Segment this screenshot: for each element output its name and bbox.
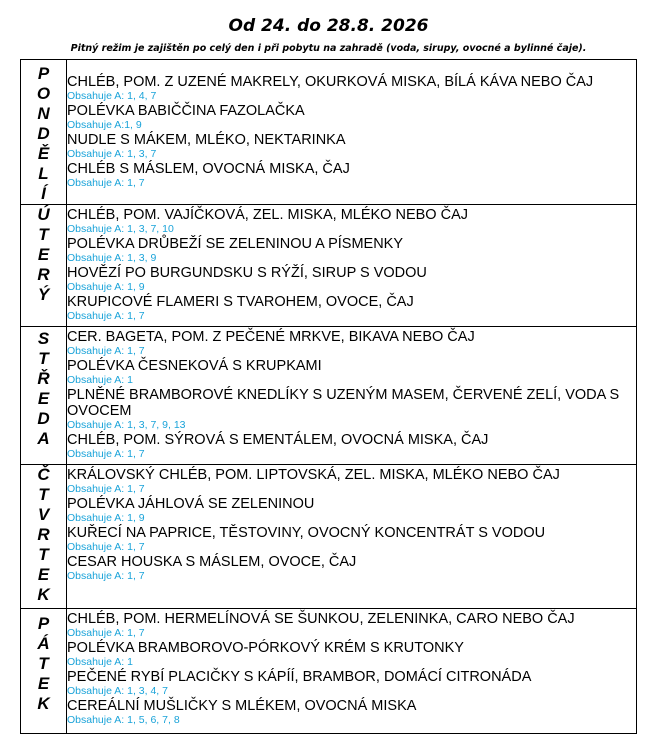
allergen-info: Obsahuje A: 1, 7 <box>67 177 145 189</box>
day-label-friday <box>21 609 67 734</box>
allergen-info: Obsahuje A: 1, 7 <box>67 541 145 553</box>
meal-item <box>67 640 636 669</box>
meal-name: HOVĚZÍ PO BURGUNDSKU S RÝŽÍ, SIRUP S VODOU <box>67 265 427 281</box>
meal-item <box>67 496 636 525</box>
allergen-info: Obsahuje A: 1, 7 <box>67 627 145 639</box>
allergen-info: Obsahuje A: 1, 7 <box>67 570 145 582</box>
day-letter: E <box>37 565 50 584</box>
meals-cell-monday <box>67 60 637 205</box>
allergen-info: Obsahuje A: 1, 7 <box>67 345 145 357</box>
meal-name: POLÉVKA ČESNEKOVÁ S KRUPKAMI <box>67 358 322 374</box>
day-row-friday <box>21 609 637 734</box>
day-letter: Ě <box>37 144 50 163</box>
meal-item <box>67 236 636 265</box>
meal-name: POLÉVKA DRŮBEŽÍ SE ZELENINOU A PÍSMENKY <box>67 236 404 252</box>
day-letter: L <box>38 164 49 183</box>
day-letter: D <box>37 124 50 143</box>
day-letter: T <box>38 349 49 368</box>
day-letter: P <box>37 64 50 83</box>
weekly-menu-table <box>20 59 637 734</box>
day-letter: E <box>37 245 50 264</box>
meal-item <box>67 74 636 103</box>
allergen-info: Obsahuje A: 1, 5, 6, 7, 8 <box>67 714 180 726</box>
allergen-info: Obsahuje A: 1, 7 <box>67 310 145 322</box>
allergen-info: Obsahuje A: 1, 9 <box>67 281 145 293</box>
meal-name: CHLÉB, POM. VAJÍČKOVÁ, ZEL. MISKA, MLÉKO NEBO ČAJ <box>67 207 468 223</box>
day-letter: S <box>37 329 50 348</box>
day-label-monday <box>21 60 67 205</box>
allergen-info: Obsahuje A: 1, 9 <box>67 512 145 524</box>
allergen-info: Obsahuje A: 1, 7 <box>67 448 145 460</box>
meal-name: POLÉVKA JÁHLOVÁ SE ZELENINOU <box>67 496 315 512</box>
allergen-info: Obsahuje A: 1, 3, 7 <box>67 148 157 160</box>
day-letter: P <box>37 614 50 633</box>
meals-cell-wednesday <box>67 327 637 465</box>
meal-item <box>67 265 636 294</box>
day-letter: R <box>37 525 50 544</box>
meal-name: CESAR HOUSKA S MÁSLEM, OVOCE, ČAJ <box>67 554 357 570</box>
meal-name: KUŘECÍ NA PAPRICE, TĚSTOVINY, OVOCNÝ KONCENTRÁT S VODOU <box>67 525 546 541</box>
meal-item <box>67 103 636 132</box>
day-letter: Č <box>37 465 50 484</box>
meals-cell-tuesday <box>67 205 637 327</box>
allergen-info: Obsahuje A: 1, 3, 9 <box>67 252 157 264</box>
meal-name: POLÉVKA BABIČČINA FAZOLAČKA <box>67 103 305 119</box>
allergen-info: Obsahuje A: 1 <box>67 374 133 386</box>
day-letter: Ý <box>37 285 50 304</box>
meal-name: CHLÉB S MÁSLEM, OVOCNÁ MISKA, ČAJ <box>67 161 350 177</box>
day-letter: Á <box>37 634 50 653</box>
meal-item <box>67 329 636 358</box>
meal-name: CER. BAGETA, POM. Z PEČENÉ MRKVE, BIKAVA NEBO ČAJ <box>67 329 475 345</box>
day-letter: T <box>38 485 49 504</box>
day-row-thursday <box>21 465 637 609</box>
meal-name: PEČENÉ RYBÍ PLACIČKY S KÁPÍÍ, BRAMBOR, DOMÁCÍ CITRONÁDA <box>67 669 532 685</box>
meal-item <box>67 611 636 640</box>
day-letter: E <box>37 389 50 408</box>
day-letter: T <box>38 654 49 673</box>
page-title: Od 24. do 28.8. 2026 <box>228 16 429 36</box>
allergen-info: Obsahuje A: 1, 3, 4, 7 <box>67 685 168 697</box>
day-label-wednesday <box>21 327 67 465</box>
day-letter: N <box>37 104 50 123</box>
meals-cell-thursday <box>67 465 637 609</box>
day-letter: T <box>38 225 49 244</box>
meal-item <box>67 525 636 554</box>
meal-item <box>67 207 636 236</box>
day-label-tuesday <box>21 205 67 327</box>
meal-name: PLNĚNÉ BRAMBOROVÉ KNEDLÍKY S UZENÝM MASEM, ČERVENÉ ZELÍ, VODA S OVOCEM <box>67 387 620 419</box>
meal-item <box>67 698 636 727</box>
meal-item <box>67 387 636 432</box>
meal-item <box>67 467 636 496</box>
day-letter: V <box>37 505 50 524</box>
day-letter: D <box>37 409 50 428</box>
drinking-regime-note: Pitný režim je zajištěn po celý den i při pobytu na zahradě (voda, sirupy, ovocné a bylinné čaje). <box>70 43 587 54</box>
day-letter: O <box>36 84 51 103</box>
allergen-info: Obsahuje A: 1 <box>67 656 133 668</box>
day-letter: A <box>37 429 50 448</box>
day-row-monday <box>21 60 637 205</box>
day-letter: Ú <box>37 205 50 224</box>
meal-item <box>67 161 636 190</box>
meal-item <box>67 669 636 698</box>
day-letter: E <box>37 674 50 693</box>
day-letter: R <box>37 265 50 284</box>
meal-name: KRUPICOVÉ FLAMERI S TVAROHEM, OVOCE, ČAJ <box>67 294 414 310</box>
meal-name: CHLÉB, POM. HERMELÍNOVÁ SE ŠUNKOU, ZELENINKA, CARO NEBO ČAJ <box>67 611 575 627</box>
meal-name: CHLÉB, POM. SÝROVÁ S EMENTÁLEM, OVOCNÁ MISKA, ČAJ <box>67 432 489 448</box>
meal-name: NUDLE S MÁKEM, MLÉKO, NEKTARINKA <box>67 132 346 148</box>
day-letter: T <box>38 545 49 564</box>
meal-item <box>67 132 636 161</box>
allergen-info: Obsahuje A: 1, 3, 7, 10 <box>67 223 174 235</box>
allergen-info: Obsahuje A: 1, 7 <box>67 483 145 495</box>
day-letter: Í <box>41 184 46 203</box>
day-letter: K <box>37 585 50 604</box>
allergen-info: Obsahuje A: 1, 3, 7, 9, 13 <box>67 419 186 431</box>
day-row-wednesday <box>21 327 637 465</box>
meal-name: KRÁLOVSKÝ CHLÉB, POM. LIPTOVSKÁ, ZEL. MISKA, MLÉKO NEBO ČAJ <box>67 467 560 483</box>
day-label-thursday <box>21 465 67 609</box>
meal-item <box>67 554 636 583</box>
day-row-tuesday <box>21 205 637 327</box>
meal-name: CEREÁLNÍ MUŠLIČKY S MLÉKEM, OVOCNÁ MISKA <box>67 698 417 714</box>
meals-cell-friday <box>67 609 637 734</box>
allergen-info: Obsahuje A: 1, 4, 7 <box>67 90 157 102</box>
meal-name: POLÉVKA BRAMBOROVO-PÓRKOVÝ KRÉM S KRUTONKY <box>67 640 464 656</box>
meal-item <box>67 432 636 461</box>
day-letter: K <box>37 694 50 713</box>
meal-name: CHLÉB, POM. Z UZENÉ MAKRELY, OKURKOVÁ MISKA, BÍLÁ KÁVA NEBO ČAJ <box>67 74 594 90</box>
meal-item <box>67 358 636 387</box>
allergen-info: Obsahuje A:1, 9 <box>67 119 142 131</box>
day-letter: Ř <box>37 369 50 388</box>
meal-item <box>67 294 636 323</box>
